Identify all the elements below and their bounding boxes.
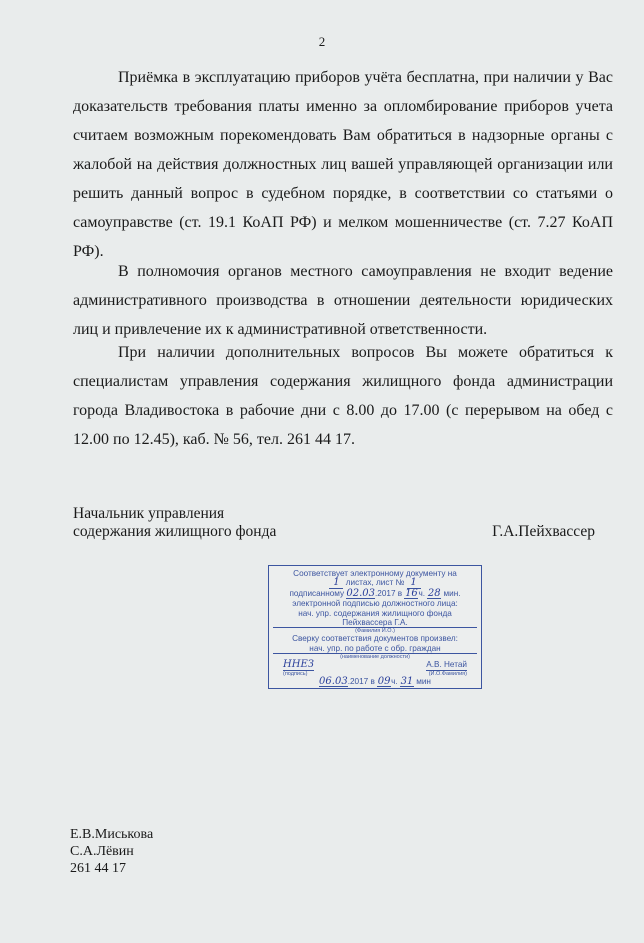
paragraph-1 — [73, 63, 613, 266]
paragraph-text: В полномочия органов местного самоуправления не входит ведение административного производства в отношении деятельности юридических лиц и привлечение их к административной ответственности. — [73, 263, 613, 338]
stamp-checker-name: А.В. Нетай — [426, 660, 467, 670]
stamp-sheets-label: листах, лист № — [345, 578, 405, 588]
stamp-check-date: 06.03 — [319, 675, 348, 687]
verification-stamp — [268, 565, 482, 689]
stamp-signed-min-label: мин. — [443, 588, 461, 598]
paragraph-text: При наличии дополнительных вопросов Вы можете обратиться к специалистам управления содержания жилищного фонда администрации города Владивостока в рабочие дни с 8.00 до 17.00 (с перерывом на обед с 12.00 по 12.45), каб. № 56, тел. 261 44 17. — [73, 344, 613, 448]
stamp-check-hour: 09 — [377, 675, 391, 687]
stamp-signed-min: 28 — [427, 587, 441, 599]
stamp-sheet-no: 1 — [407, 578, 421, 588]
stamp-check-date-line — [273, 677, 477, 687]
stamp-signed-hour: 16 — [405, 587, 418, 599]
signature-block — [73, 505, 613, 541]
stamp-line5: нач. упр. содержания жилищного фонда — [298, 608, 452, 618]
executor-phone: 261 44 17 — [70, 861, 126, 876]
stamp-check-min: 31 — [400, 675, 414, 687]
stamp-name-hint: (И.О.Фамилия) — [428, 670, 467, 677]
stamp-line6: Пейхвассера Г.А. — [273, 618, 477, 628]
stamp-signed-year: .2017 — [375, 588, 396, 598]
stamp-signed-hour-pre: в — [397, 588, 403, 598]
stamp-line1: Соответствует электронному документу на — [293, 569, 457, 578]
signer-name: Г.А.Пейхвассер — [492, 523, 595, 540]
stamp-line2 — [273, 578, 477, 588]
stamp-checker-line — [273, 660, 477, 670]
stamp-checker-signature: ННЕЗ — [283, 659, 314, 671]
stamp-line6-hint: (Фамилия И.О.) — [355, 628, 395, 635]
stamp-sign-hint: (подпись) — [283, 670, 308, 677]
stamp-check-year: .2017 — [347, 676, 369, 686]
stamp-check-hour-pre: в — [370, 676, 375, 686]
paragraph-3 — [73, 338, 613, 454]
signer-title-line1: Начальник управления — [73, 505, 225, 522]
executor-name-1: Е.В.Миськова — [70, 827, 154, 842]
stamp-sheets-count: 1 — [329, 578, 343, 588]
stamp-signed-min-sep: ч. — [418, 588, 425, 598]
stamp-line8: нач. упр. по работе с обр. граждан — [273, 644, 477, 654]
stamp-signed-label: подписанному — [289, 588, 345, 598]
page-number: 2 — [318, 34, 326, 49]
stamp-line4: электронной подписью должностного лица: — [292, 599, 458, 609]
executor-name-2: С.А.Лёвин — [70, 844, 134, 859]
stamp-line3 — [273, 589, 477, 599]
stamp-line8-hint: (наименование должности) — [340, 654, 410, 661]
stamp-check-min-sep: ч. — [391, 676, 398, 686]
executors-block — [70, 826, 153, 877]
paragraph-text: Приёмка в эксплуатацию приборов учёта бесплатна, при наличии у Вас доказательств требования платы именно за опломбирование приборов учета считаем возможным порекомендовать Вам обратиться в надзорные органы с жалобой на действия должностных лиц вашей управляющей организации или решить данный вопрос в судебном порядке, в соответствии со статьями о самоуправстве (ст. 19.1 КоАП РФ) и мелком мошенничестве (ст. 7.27 КоАП РФ). — [73, 69, 613, 260]
stamp-check-min-label: мин — [416, 676, 431, 686]
stamp-signed-date: 02.03 — [346, 587, 376, 599]
stamp-line7: Сверку соответствия документов произвел: — [292, 634, 458, 644]
paragraph-2 — [73, 257, 613, 344]
signer-title-line2: содержания жилищного фонда — [73, 523, 277, 540]
